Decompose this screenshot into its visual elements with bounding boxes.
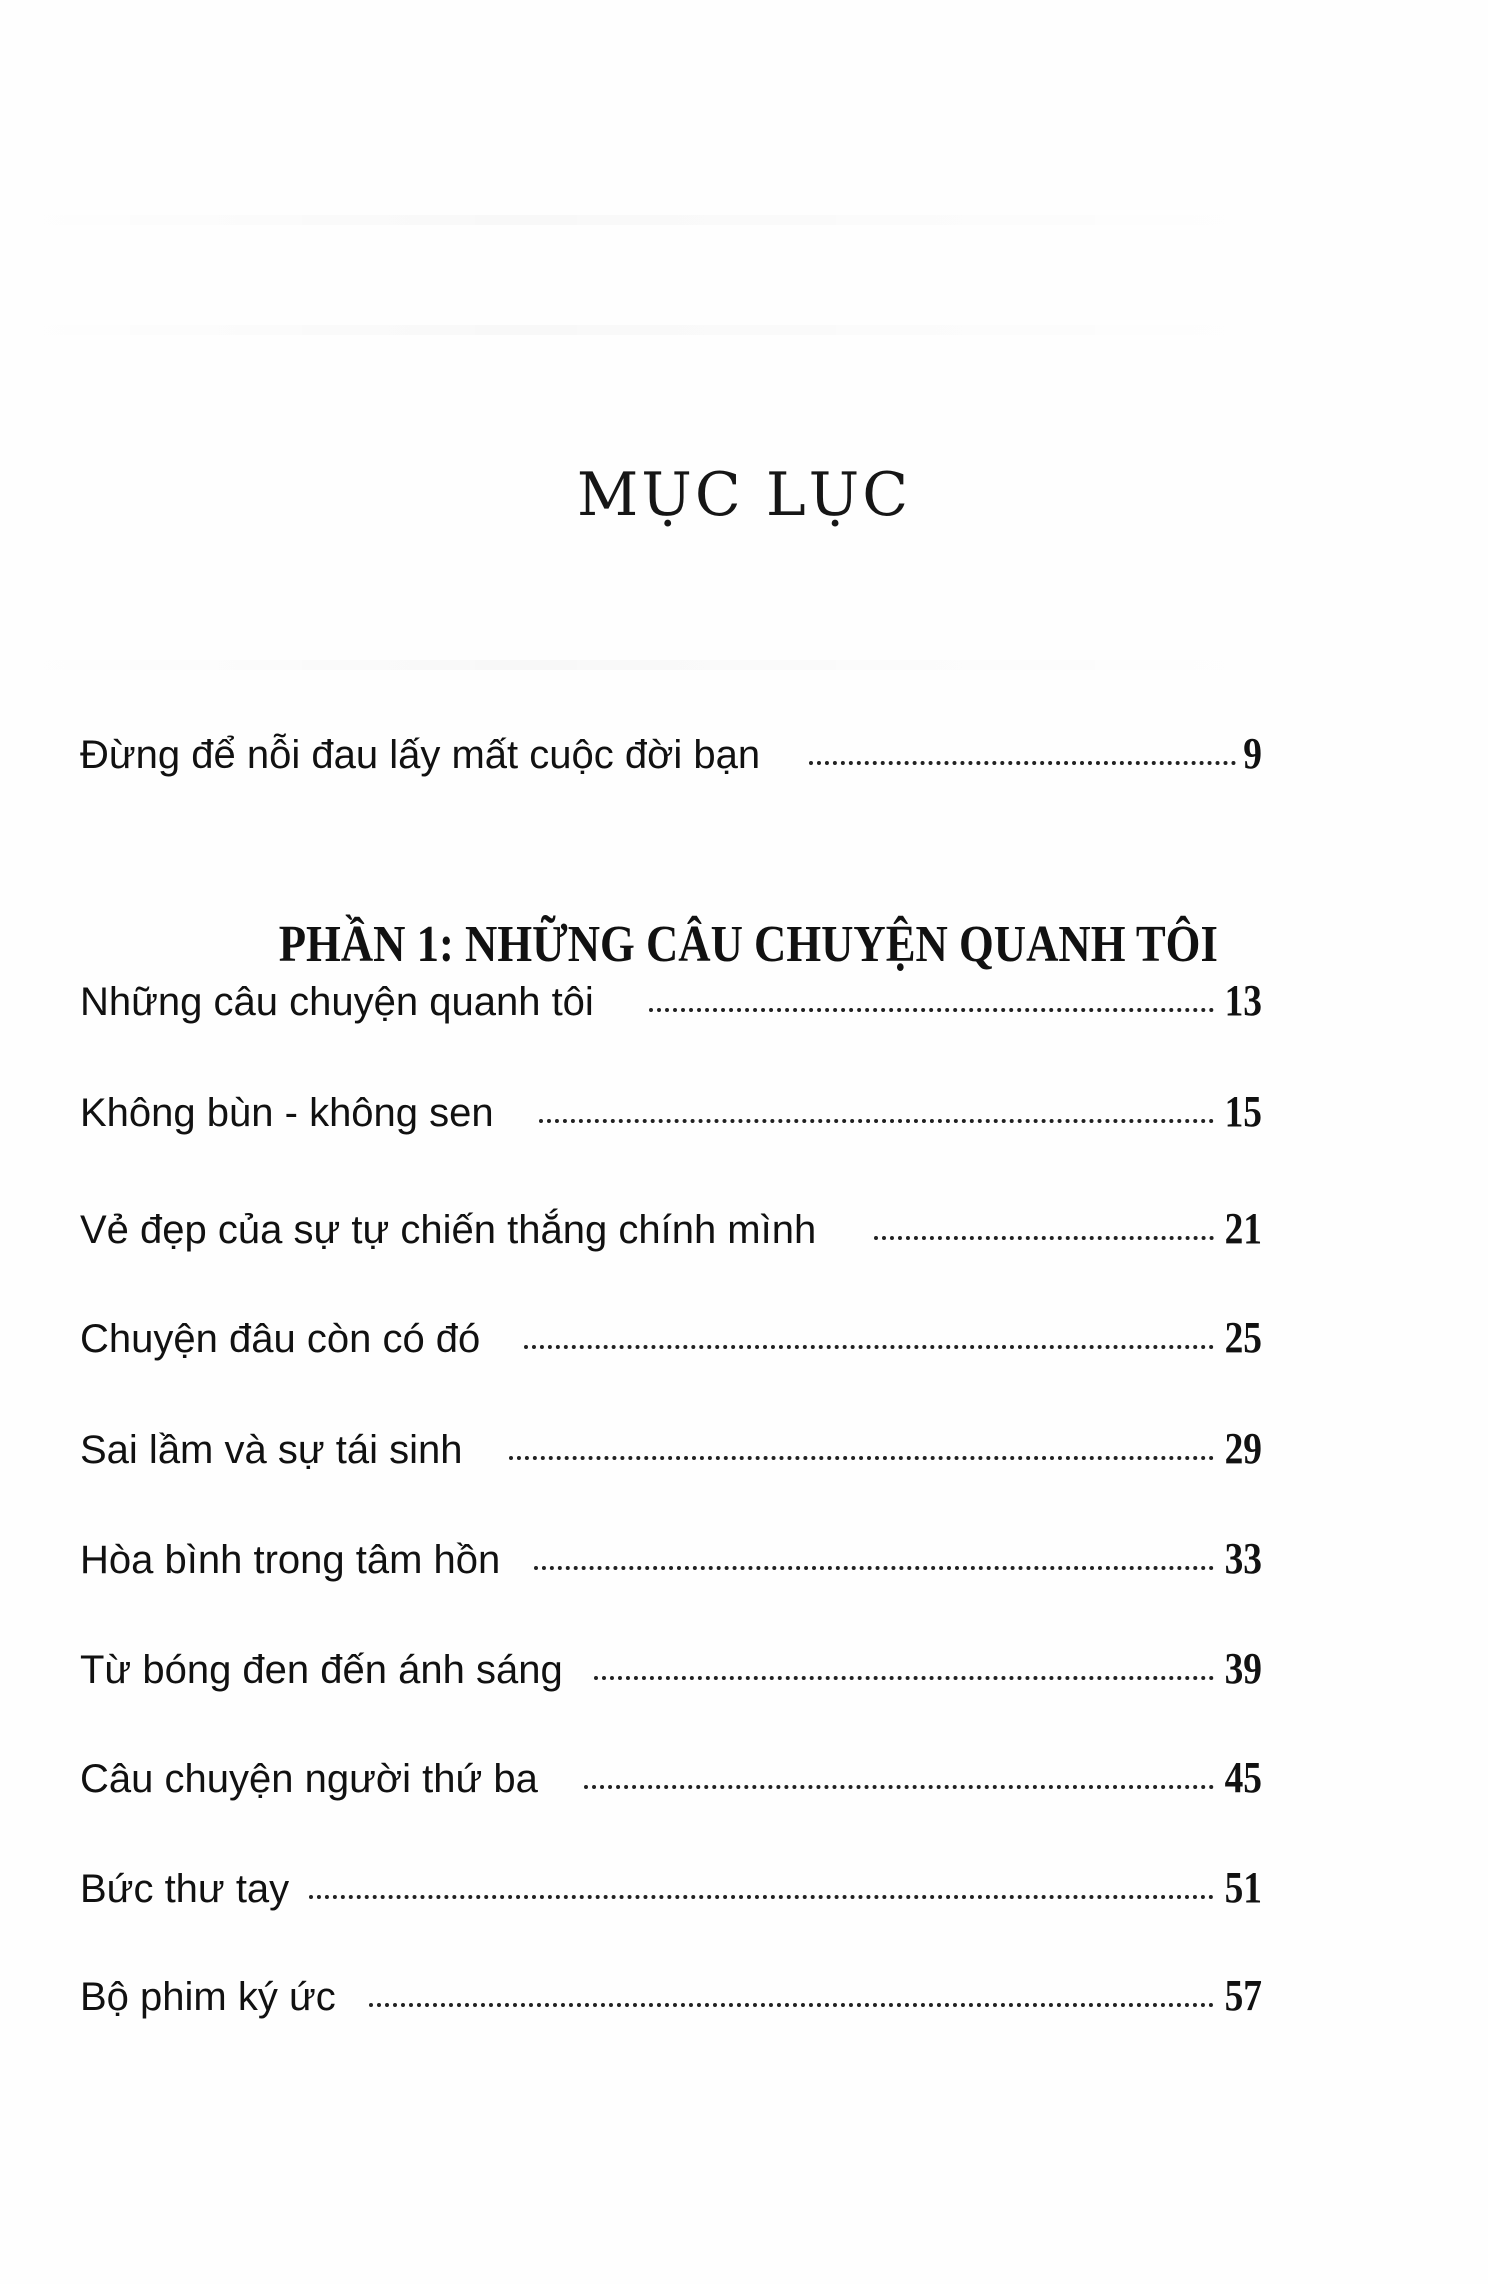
toc-entry-intro[interactable] bbox=[80, 728, 1262, 779]
toc-entry-title: Vẻ đẹp của sự tự chiến thắng chính mình bbox=[80, 1208, 817, 1252]
toc-entry[interactable] bbox=[80, 1533, 1262, 1584]
toc-entry-title: Từ bóng đen đến ánh sáng bbox=[80, 1648, 563, 1692]
show-through-line bbox=[0, 325, 1290, 335]
dot-leader bbox=[649, 1008, 1214, 1012]
dot-leader bbox=[534, 1566, 1214, 1570]
show-through-line bbox=[0, 660, 1290, 670]
toc-entry-page: 21 bbox=[1224, 1204, 1262, 1253]
dot-leader bbox=[524, 1345, 1214, 1349]
toc-entry[interactable] bbox=[80, 1862, 1262, 1913]
dot-leader bbox=[594, 1676, 1214, 1680]
toc-entry[interactable] bbox=[80, 1312, 1262, 1363]
dot-leader bbox=[874, 1236, 1214, 1240]
toc-entry-page: 13 bbox=[1224, 976, 1262, 1025]
page-title: MỤC LỤC bbox=[576, 460, 912, 531]
toc-entry-title: Đừng để nỗi đau lấy mất cuộc đời bạn bbox=[80, 733, 761, 777]
toc-entry-title: Hòa bình trong tâm hồn bbox=[80, 1538, 501, 1582]
toc-entry-page: 57 bbox=[1224, 1971, 1262, 2020]
toc-entry[interactable] bbox=[80, 975, 1262, 1026]
dot-leader bbox=[369, 2003, 1214, 2007]
toc-entry[interactable] bbox=[80, 1970, 1262, 2021]
toc-entry[interactable] bbox=[80, 1086, 1262, 1137]
toc-entry-title: Những câu chuyện quanh tôi bbox=[80, 980, 594, 1024]
toc-entry-title: Câu chuyện người thứ ba bbox=[80, 1757, 538, 1801]
toc-entry-page: 51 bbox=[1224, 1863, 1262, 1912]
toc-entry-title: Chuyện đâu còn có đó bbox=[80, 1317, 481, 1361]
show-through-line bbox=[0, 215, 1290, 225]
toc-entry-page: 39 bbox=[1224, 1644, 1262, 1693]
toc-entry-page: 29 bbox=[1224, 1424, 1262, 1473]
section-heading: PHẦN 1: NHỮNG CÂU CHUYỆN QUANH TÔI bbox=[278, 916, 1218, 974]
toc-entry-page: 25 bbox=[1224, 1313, 1262, 1362]
toc-entry-page: 9 bbox=[1243, 729, 1262, 778]
toc-entry-title: Bức thư tay bbox=[80, 1867, 290, 1911]
toc-entry-title: Không bùn - không sen bbox=[80, 1091, 494, 1135]
dot-leader bbox=[509, 1456, 1214, 1460]
dot-leader bbox=[539, 1119, 1214, 1123]
toc-entry-page: 15 bbox=[1224, 1087, 1262, 1136]
toc-entry[interactable] bbox=[80, 1203, 1262, 1254]
toc-entry-page: 45 bbox=[1224, 1753, 1262, 1802]
dot-leader bbox=[584, 1785, 1214, 1789]
toc-entry[interactable] bbox=[80, 1752, 1262, 1803]
toc-entry[interactable] bbox=[80, 1423, 1262, 1474]
toc-entry-page: 33 bbox=[1224, 1534, 1262, 1583]
toc-entry-title: Sai lầm và sự tái sinh bbox=[80, 1428, 463, 1472]
toc-entry-title: Bộ phim ký ức bbox=[80, 1975, 336, 2019]
dot-leader bbox=[809, 761, 1236, 765]
toc-entry[interactable] bbox=[80, 1643, 1262, 1694]
dot-leader bbox=[309, 1895, 1214, 1899]
